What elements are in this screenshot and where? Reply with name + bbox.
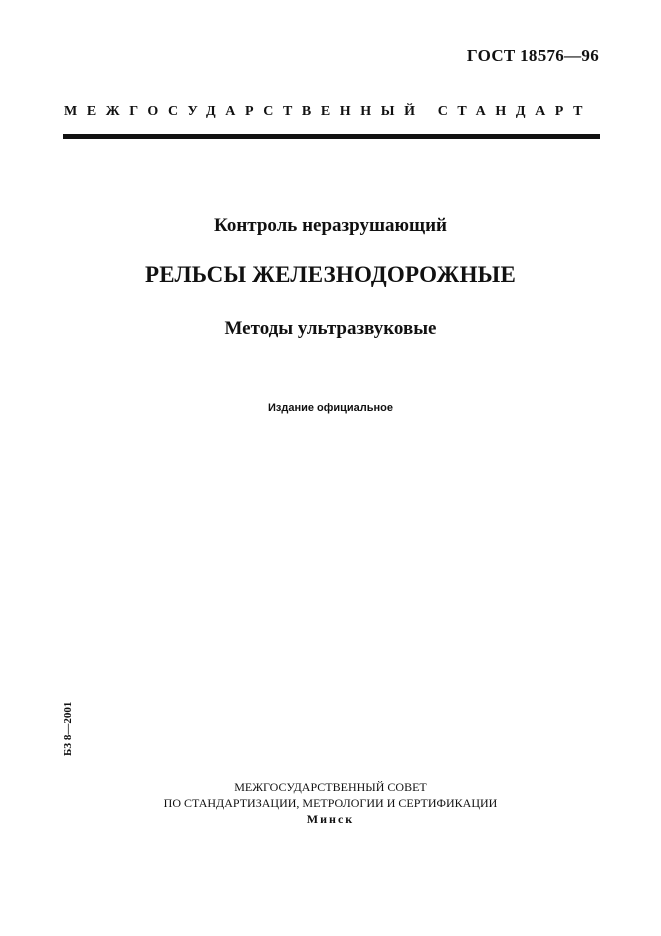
document-title: РЕЛЬСЫ ЖЕЛЕЗНОДОРОЖНЫЕ (144, 262, 517, 287)
publisher-line-2: ПО СТАНДАРТИЗАЦИИ, МЕТРОЛОГИИ И СЕРТИФИКАЦИИ (163, 796, 498, 810)
publisher-city: Минск (306, 812, 355, 826)
document-subject: Контроль неразрушающий (213, 215, 447, 236)
edition-note: Издание официальное (267, 402, 394, 414)
publisher-line-1: МЕЖГОСУДАРСТВЕННЫЙ СОВЕТ (234, 780, 427, 794)
standard-type-heading: МЕЖГОСУДАРСТВЕННЫЙ СТАНДАРТ (64, 104, 593, 119)
header-rule (63, 134, 600, 139)
document-subtitle: Методы ультразвуковые (224, 318, 437, 339)
print-code: БЗ 8—2001 (62, 701, 74, 756)
document-code: ГОСТ 18576—96 (466, 46, 599, 65)
